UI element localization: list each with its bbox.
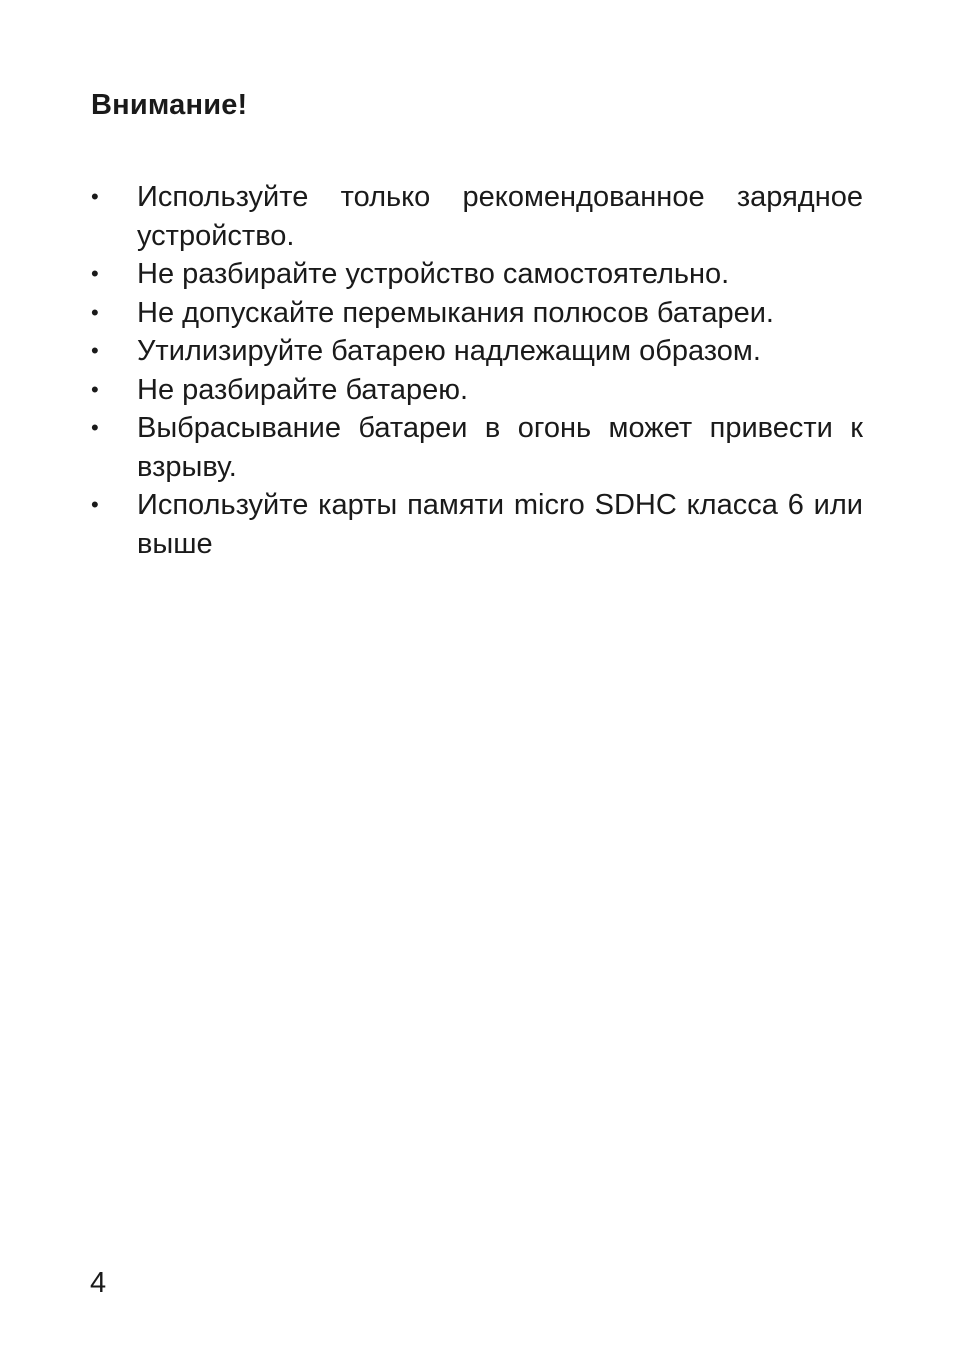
bullet-icon: •: [91, 338, 99, 363]
warning-heading: Внимание!: [91, 89, 248, 121]
warning-text: Используйте только рекомендованное зарядное устройство.: [137, 181, 863, 252]
bullet-icon: •: [91, 261, 99, 286]
bullet-icon: •: [91, 415, 99, 440]
bullet-icon: •: [91, 492, 99, 517]
list-item: [91, 178, 863, 255]
list-item: [91, 294, 863, 333]
list-item: [91, 332, 863, 371]
list-item: [91, 486, 863, 563]
list-item: [91, 255, 863, 294]
bullet-icon: •: [91, 376, 99, 402]
warning-text: Не разбирайте батарею.: [137, 373, 469, 406]
warning-text: Выбрасывание батареи в огонь может привести к взрыву.: [137, 412, 863, 483]
warning-text: Не допускайте перемыкания полюсов батареи.: [137, 296, 774, 329]
warning-text: Используйте карты памяти micro SDHC класса 6 или выше: [137, 489, 863, 560]
page-number: 4: [90, 1267, 107, 1299]
list-item: [91, 371, 863, 410]
bullet-icon: •: [91, 184, 99, 209]
warning-list: [91, 178, 863, 563]
warning-text: Не разбирайте устройство самостоятельно.: [137, 258, 730, 290]
bullet-icon: •: [91, 299, 99, 325]
warning-text: Утилизируйте батарею надлежащим образом.: [137, 335, 761, 367]
list-item: [91, 409, 863, 486]
